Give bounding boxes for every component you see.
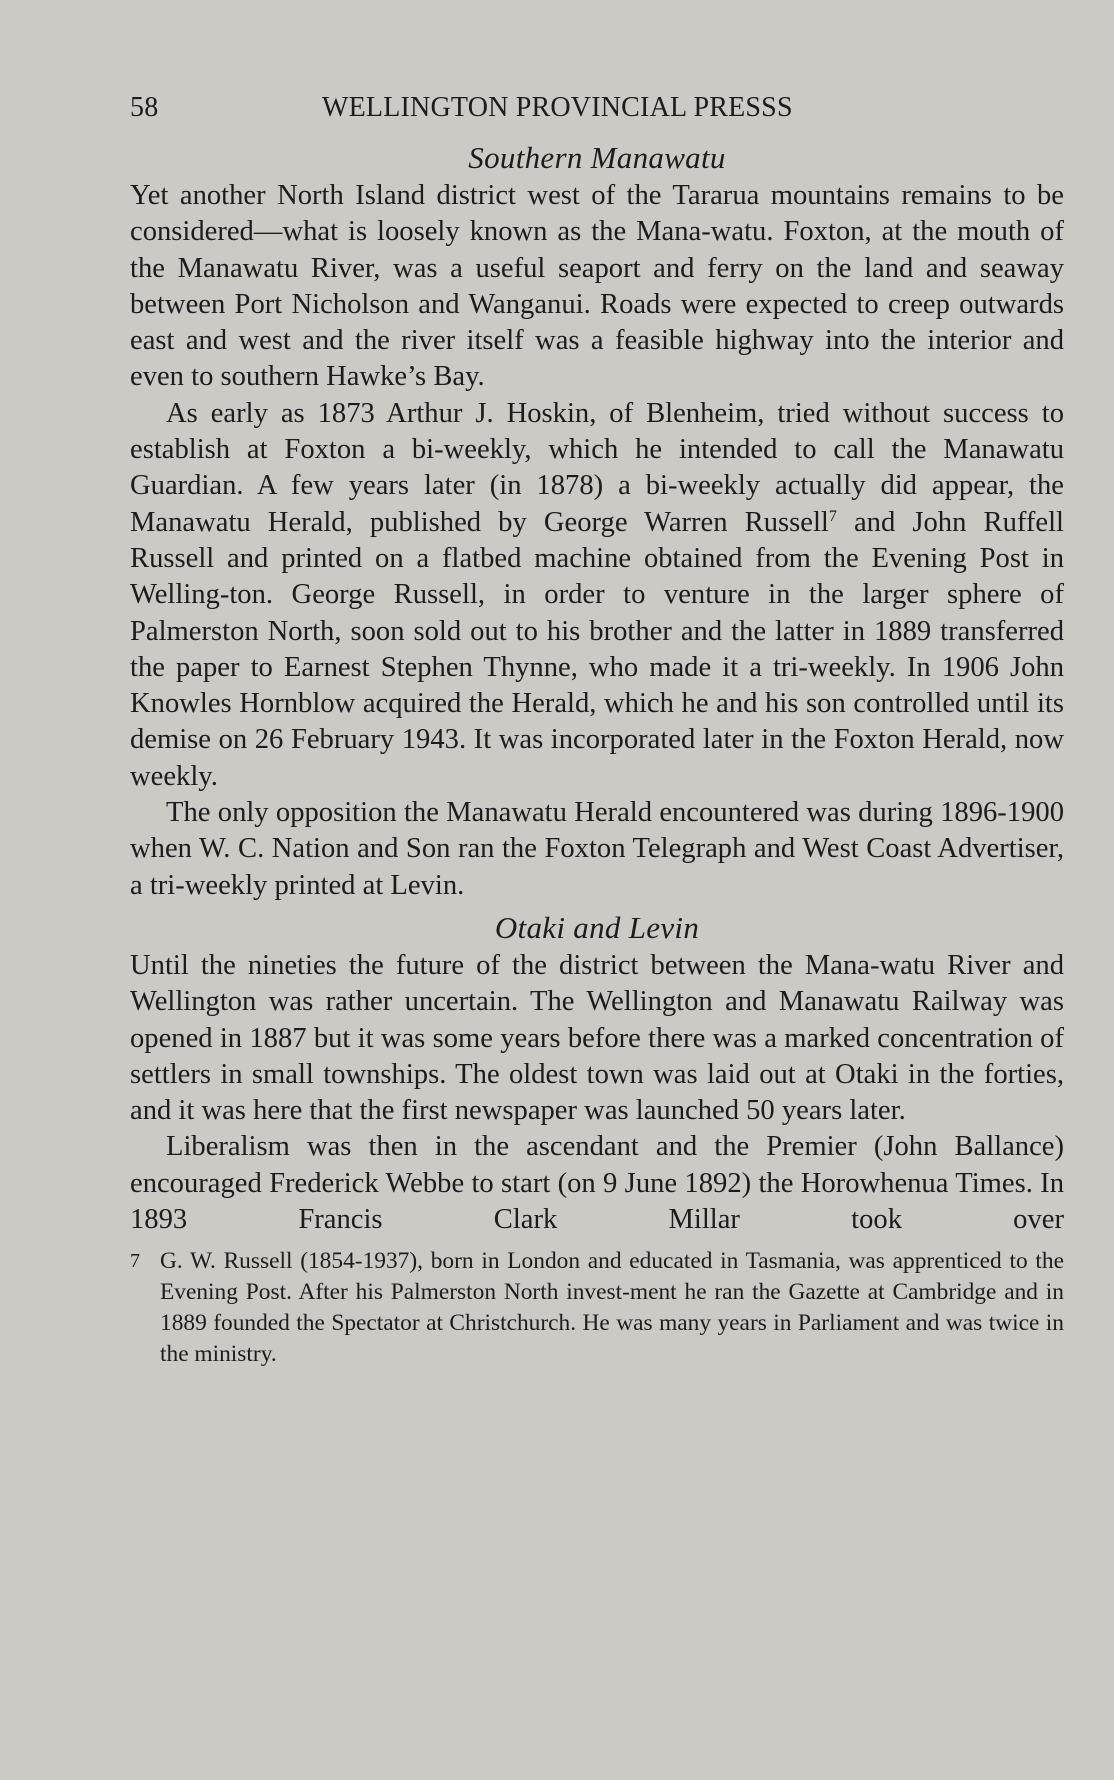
- paragraph: Liberalism was then in the ascendant and the Premier (John Ballance) encouraged Frederick Webbe to start (on 9 June 1892) the Horowhenua Times. In 1893 Francis Clark Millar took over: [130, 1131, 1064, 1236]
- paragraph-text: As early as 1873 Arthur J. Hoskin, of Blenheim, tried without success to establish at Foxton a bi-weekly, which he intended to call the Manawatu Guardian. A few years later (in 1878) a bi-weekly actually did appear, the Manawatu Herald, published by George Warren Russell: [130, 397, 1064, 538]
- paragraph: The only opposition the Manawatu Herald encountered was during 1896-1900 when W. C. Nation and Son ran the Foxton Telegraph and West Coast Advertiser, a tri-weekly printed at Levin.: [130, 797, 1064, 901]
- footnote-text: G. W. Russell (1854-1937), born in London and educated in Tasmania, was apprenticed to the Evening Post. After his Palmerston North invest-ment he ran the Gazette at Cambridge and in 1889 founded the Spectator at Christchurch. He was many years in Parliament and was twice in the ministry.: [160, 1248, 1064, 1368]
- running-title: WELLINGTON PROVINCIAL PRESSS: [322, 92, 793, 123]
- footnote-reference: 7: [828, 507, 837, 525]
- footnote: [130, 1246, 1064, 1370]
- running-header: [130, 92, 1064, 128]
- section-heading-southern-manawatu: Southern Manawatu: [468, 140, 726, 175]
- footnote-marker: 7: [130, 1250, 140, 1273]
- paragraph: Yet another North Island district west of the Tararua mountains remains to be considered—what is loosely known as the Mana-watu. Foxton, at the mouth of the Manawatu River, was a useful seaport and ferry on the land and seaway between Port Nicholson and Wanganui. Roads were expected to creep outwards east and west and the river itself was a feasible highway into the interior and even to southern Hawke’s Bay.: [130, 180, 1064, 393]
- page-number: 58: [130, 92, 159, 123]
- section-heading-otaki-and-levin: Otaki and Levin: [494, 909, 700, 945]
- page-content: [130, 92, 1064, 1370]
- paragraph: Until the nineties the future of the district between the Mana-watu River and Wellington was rather uncertain. The Wellington and Manawatu Railway was opened in 1887 but it was some years before there was a marked concentration of settlers in small townships. The oldest town was laid out at Otaki in the forties, and it was here that the first newspaper was launched 50 years later.: [130, 949, 1064, 1127]
- paragraph-text: and John Ruffell Russell and printed on a flatbed machine obtained from the Evening Post in Welling-ton. George Russell, in order to venture in the larger sphere of Palmerston North, soon sold out to his brother and the latter in 1889 transferred the paper to Earnest Stephen Thynne, who made it a tri-weekly. In 1906 John Knowles Hornblow acquired the Herald, which he and his son controlled until its demise on 26 February 1943. It was incorporated later in the Foxton Herald, now weekly.: [130, 506, 1064, 792]
- paragraph: [130, 396, 1064, 795]
